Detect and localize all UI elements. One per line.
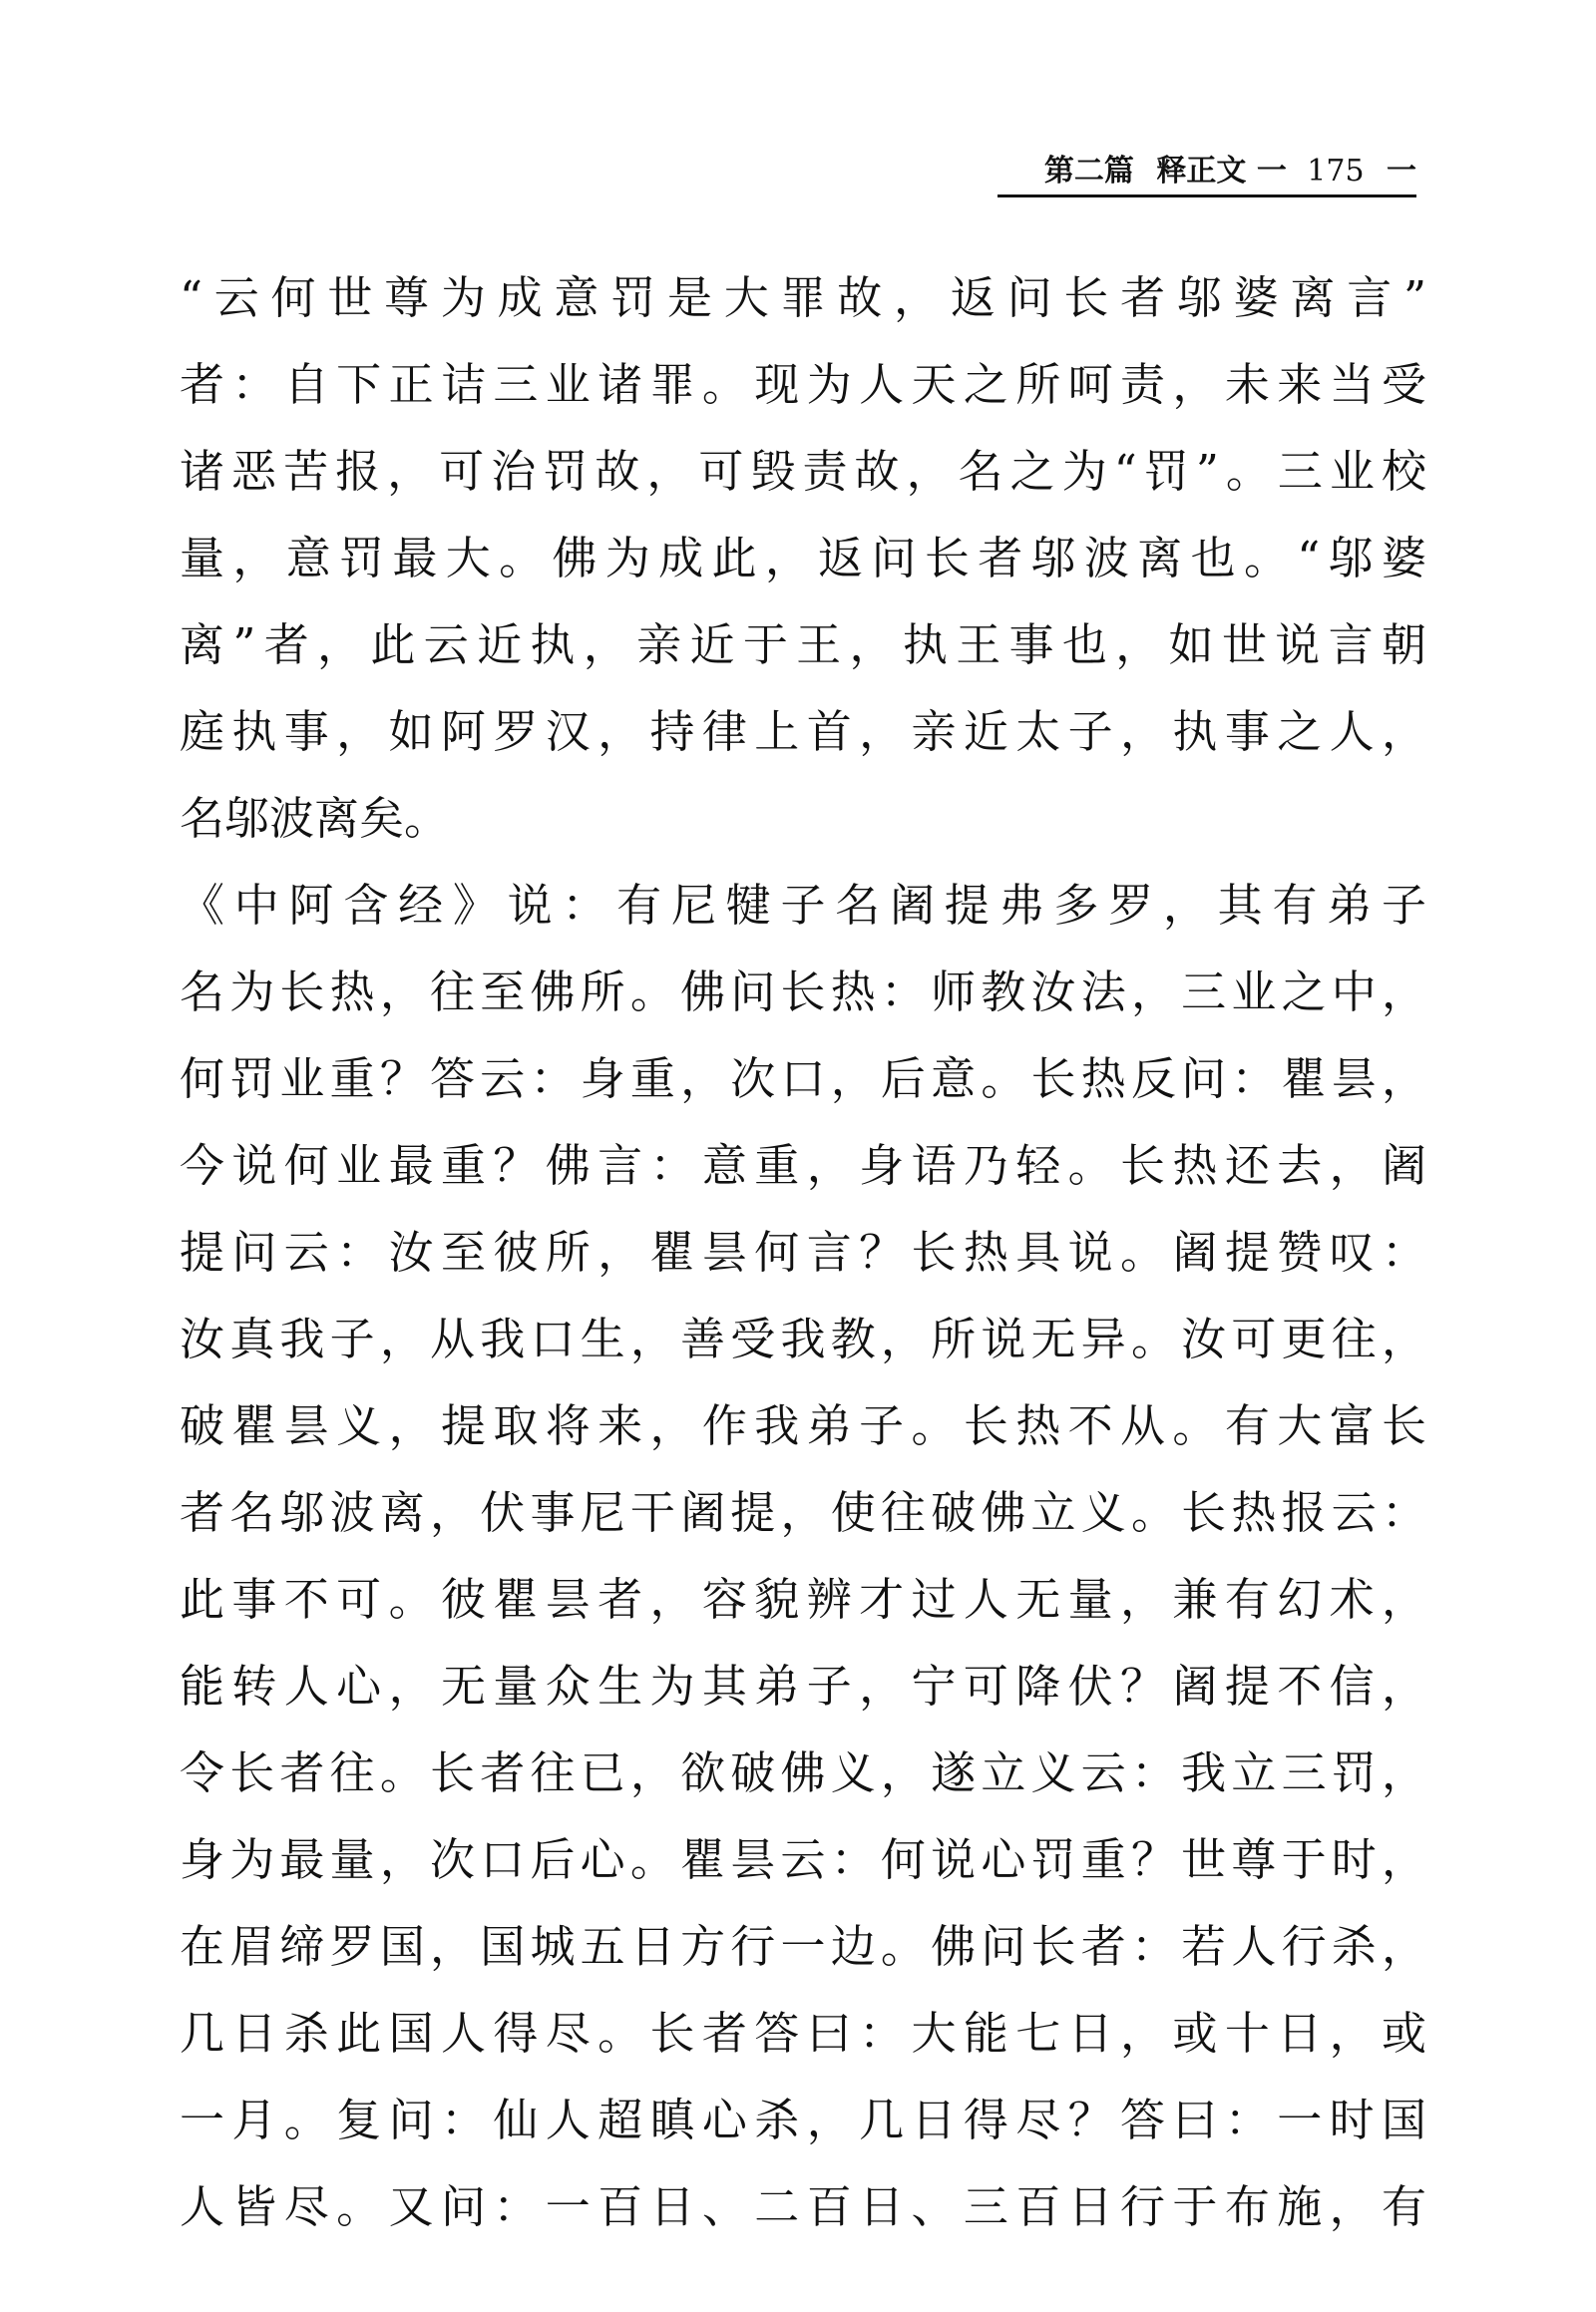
- text-line: 几日杀此国人得尽。长者答曰：大能七日，或十日，或: [180, 2007, 1426, 2060]
- running-header: [998, 150, 1416, 193]
- header-rule: [998, 194, 1416, 197]
- text-line: 离”者，此云近执，亲近于王，执王事也，如世说言朝: [180, 618, 1426, 671]
- text-line: 名邬波离矣。: [180, 792, 450, 845]
- text-line: 庭执事，如阿罗汉，持律上首，亲近太子，执事之人，: [180, 705, 1426, 758]
- text-line: 令长者往。长者往已，欲破佛义，遂立义云：我立三罚，: [180, 1746, 1426, 1799]
- text-line: 《中阿含经》说：有尼犍子名阇提弗多罗，其有弟子: [180, 879, 1426, 932]
- page-number: 175: [1307, 154, 1365, 189]
- text-line: 者：自下正诘三业诸罪。现为人天之所呵责，未来当受: [180, 358, 1426, 411]
- text-line: 一月。复问：仙人超瞋心杀，几日得尽？答曰：一时国: [180, 2094, 1426, 2146]
- text-line: 人皆尽。又问：一百日、二百日、三百日行于布施，有: [180, 2180, 1426, 2233]
- text-line: 破瞿昙义，提取将来，作我弟子。长热不从。有大富长: [180, 1399, 1426, 1452]
- text-line: 汝真我子，从我口生，善受我教，所说无异。汝可更往，: [180, 1313, 1426, 1365]
- text-line: 今说何业最重？佛言：意重，身语乃轻。长热还去，阇: [180, 1139, 1426, 1192]
- text-line: 者名邬波离，伏事尼干阇提，使往破佛立义。长热报云：: [180, 1486, 1426, 1539]
- header-title: 释正文: [1156, 154, 1247, 189]
- text-line: 诸恶苦报，可治罚故，可毁责故，名之为“罚”。三业校: [180, 445, 1426, 498]
- text-line: 能转人心，无量众生为其弟子，宁可降伏？阇提不信，: [180, 1660, 1426, 1713]
- header-section: 第二篇: [1043, 154, 1134, 189]
- text-line: 在眉缔罗国，国城五日方行一边。佛问长者：若人行杀，: [180, 1920, 1426, 1973]
- header-dash-right: 一: [1387, 154, 1416, 189]
- text-line: 此事不可。彼瞿昙者，容貌辨才过人无量，兼有幻术，: [180, 1573, 1426, 1626]
- text-line: 身为最量，次口后心。瞿昙云：何说心罚重？世尊于时，: [180, 1833, 1426, 1886]
- header-dash-left: 一: [1256, 154, 1287, 189]
- text-line: 何罚业重？答云：身重，次口，后意。长热反问：瞿昙，: [180, 1052, 1426, 1105]
- text-line: 名为长热，往至佛所。佛问长热：师教汝法，三业之中，: [180, 965, 1426, 1018]
- text-line: 提问云：汝至彼所，瞿昙何言？长热具说。阇提赞叹：: [180, 1226, 1426, 1279]
- text-line: 量，意罚最大。佛为成此，返问长者邬波离也。“邬婆: [180, 532, 1426, 584]
- text-line: “云何世尊为成意罚是大罪故，返问长者邬婆离言”: [180, 271, 1426, 324]
- body-text: [180, 254, 1426, 2250]
